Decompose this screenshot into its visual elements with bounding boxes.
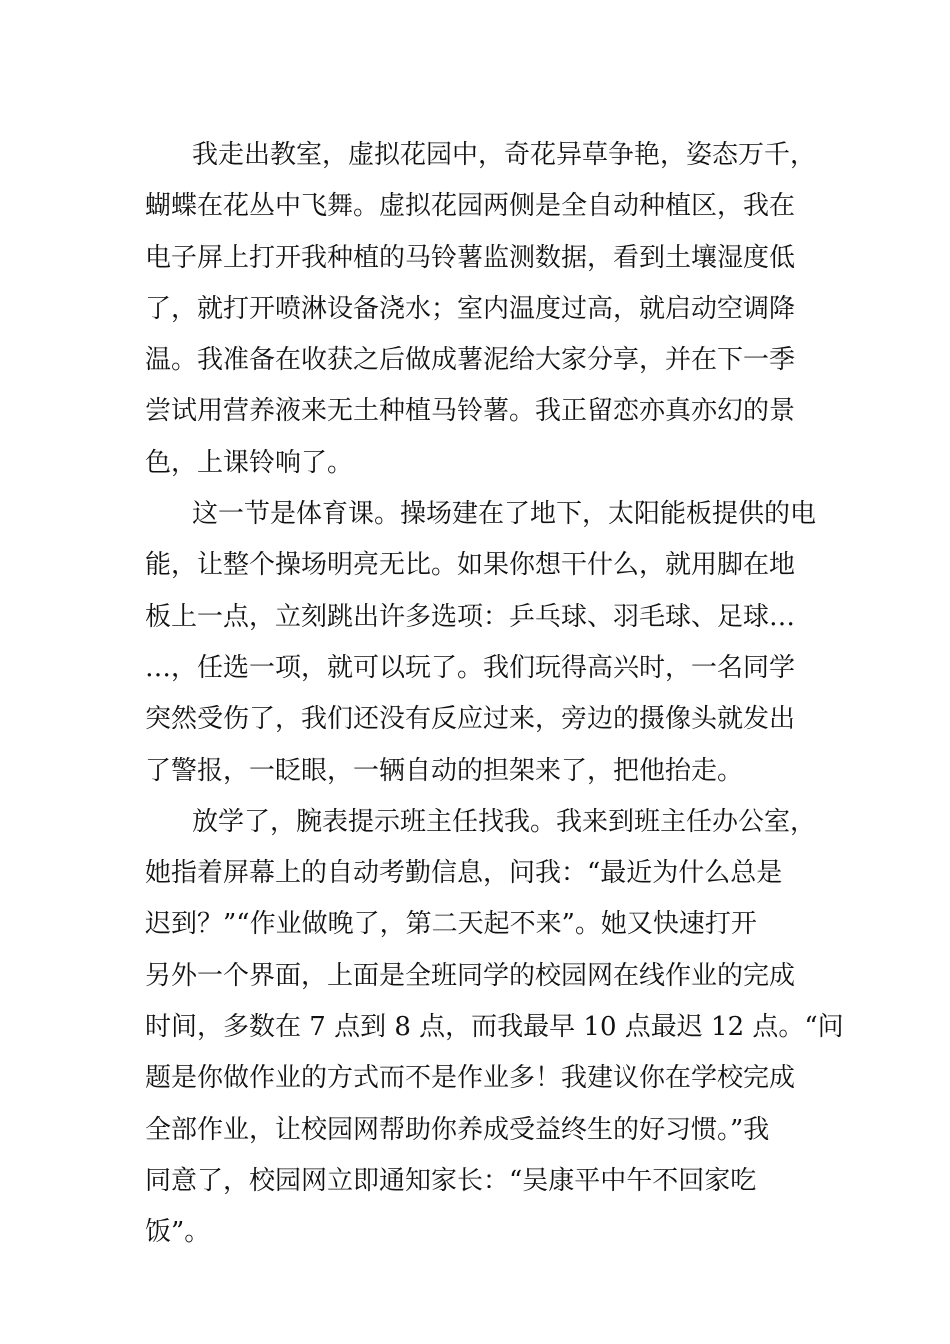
paragraph-1-line: 蝴蝶在花丛中飞舞。虚拟花园两侧是全自动种植区，我在 — [145, 191, 796, 222]
paragraph-2-line: …，任选一项，就可以玩了。我们玩得高兴时，一名同学 — [145, 652, 796, 683]
paragraph-2-line: 突然受伤了，我们还没有反应过来，旁边的摄像头就发出 — [145, 704, 796, 735]
paragraph-2-line: 这一节是体育课。操场建在了地下，太阳能板提供的电 — [192, 499, 817, 530]
body-text — [145, 130, 844, 1259]
paragraph-3-line: 另外一个界面，上面是全班同学的校园网在线作业的完成 — [145, 960, 796, 991]
paragraph-3-line: 放学了，腕表提示班主任找我。我来到班主任办公室， — [192, 806, 817, 837]
paragraph-1-line: 尝试用营养液来无土种植马铃薯。我正留恋亦真亦幻的景 — [145, 396, 796, 427]
paragraph-3-line: 同意了，校园网立即通知家长：“吴康平中午不回家吃 — [145, 1165, 757, 1196]
paragraph-1-line: 了，就打开喷淋设备浇水；室内温度过高，就启动空调降 — [145, 293, 796, 324]
paragraph-2-line: 板上一点，立刻跳出许多选项：乒乓球、羽毛球、足球… — [145, 601, 796, 632]
paragraph-1-line: 我走出教室，虚拟花园中，奇花异草争艳，姿态万千， — [192, 140, 817, 170]
paragraph-1-line: 电子屏上打开我种植的马铃薯监测数据，看到土壤湿度低 — [145, 242, 796, 273]
paragraph-1-line: 色，上课铃响了。 — [145, 447, 354, 478]
paragraph-3-line: 题是你做作业的方式而不是作业多！我建议你在学校完成 — [145, 1063, 796, 1094]
paragraph-3-line: 全部作业，让校园网帮助你养成受益终生的好习惯。”我 — [145, 1114, 770, 1145]
paragraph-1-line: 温。我准备在收获之后做成薯泥给大家分享，并在下一季 — [145, 345, 796, 376]
paragraph-3-line: 饭”。 — [145, 1217, 211, 1248]
paragraph-2-line: 了警报，一眨眼，一辆自动的担架来了，把他抬走。 — [145, 755, 744, 786]
paragraph-3-line: 时间，多数在 7 点到 8 点，而我最早 10 点最迟 12 点。“问 — [145, 1012, 844, 1043]
paragraph-3-line: 迟到？”“作业做晚了，第二天起不来”。她又快速打开 — [145, 909, 757, 940]
paragraph-3-line: 她指着屏幕上的自动考勤信息，问我：“最近为什么总是 — [145, 858, 783, 889]
paragraph-2-line: 能，让整个操场明亮无比。如果你想干什么，就用脚在地 — [145, 550, 796, 581]
